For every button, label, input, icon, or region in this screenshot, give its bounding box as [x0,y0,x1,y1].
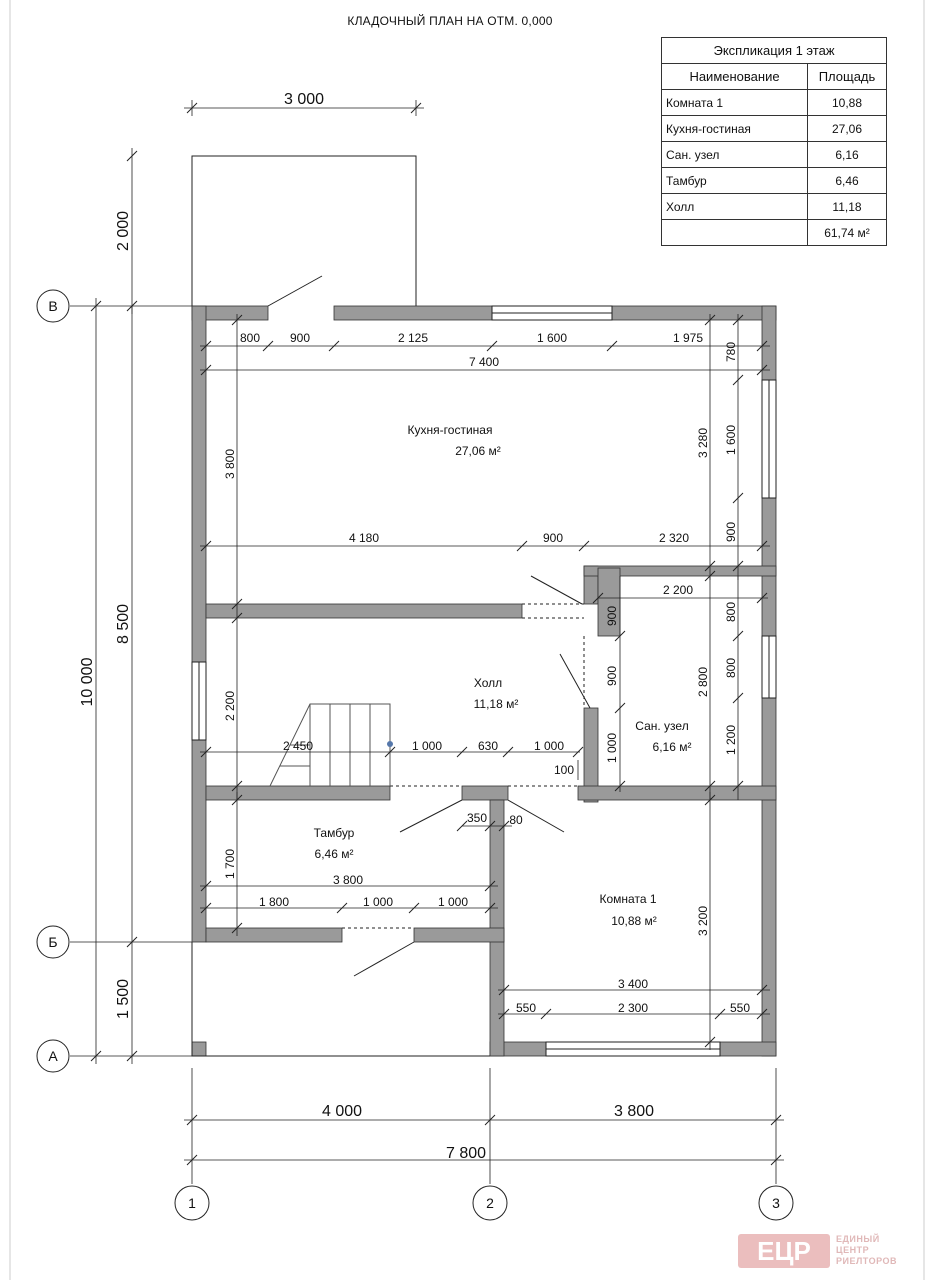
dim-top-4: 1 600 [536,331,568,345]
dim-mid-2: 900 [542,531,564,545]
dim-top-2: 900 [289,331,311,345]
dim-porch-depth: 2 000 [115,210,132,252]
table-row [662,116,887,142]
dim-hall-2: 1 000 [411,739,443,753]
bath-name: Сан. узел [635,719,689,733]
room-area-cell: 27,06 [808,116,887,142]
dim-350: 350 [466,811,488,825]
axis-label-a: А [48,1048,58,1064]
hall-name: Холл [473,676,503,690]
room-name-cell: Кухня-гостиная [662,116,808,142]
dim-bath-right-1: 800 [724,601,738,623]
plan-title: КЛАДОЧНЫЙ ПЛАН НА ОТМ. 0,000 [347,14,553,28]
dim-vest-1: 1 800 [258,895,290,909]
dim-kitchen-width: 7 400 [468,355,500,369]
dim-room1-1: 550 [515,1001,537,1015]
table-row [662,194,887,220]
room1-name: Комната 1 [599,892,657,906]
dim-bath-right-2: 800 [724,657,738,679]
room-area-cell: 11,18 [808,194,887,220]
dim-bath-total: 2 800 [696,666,710,698]
dim-hall-3: 630 [477,739,499,753]
table-row [662,168,887,194]
dim-right-780: 780 [724,341,738,363]
room1-area: 10,88 м² [611,914,657,928]
dim-left-10000: 10 000 [79,657,96,707]
dim-right-1600: 1 600 [724,424,738,456]
dim-room1-height: 3 200 [696,905,710,937]
watermark-text [836,1234,938,1267]
room-area-cell: 6,16 [808,142,887,168]
dim-bottom-7800: 7 800 [445,1145,487,1162]
axis-label-v: В [48,298,58,314]
hall-area: 11,18 м² [473,697,519,711]
explication-caption: Экспликация 1 этаж [662,38,887,64]
dim-right-900: 900 [724,521,738,543]
dim-kitchen-height: 3 800 [223,448,237,480]
dim-hall-1: 2 450 [282,739,314,753]
dimension-labels [79,91,750,1162]
dim-bath-width: 2 200 [662,583,694,597]
watermark-line: ЕДИНЫЙ [836,1234,880,1244]
room-name-cell: Тамбур [662,168,808,194]
watermark-line: РИЕЛТОРОВ [836,1256,897,1266]
dim-left-1500: 1 500 [115,978,132,1020]
room-area-cell: 6,46 [808,168,887,194]
explication-header-area: Площадь [808,64,887,90]
table-row [662,142,887,168]
dim-hall-4: 1 000 [533,739,565,753]
watermark-line: ЦЕНТР [836,1245,870,1255]
table-row-total [662,220,887,246]
room-name-cell: Сан. узел [662,142,808,168]
room-name-cell: Комната 1 [662,90,808,116]
total-area-cell: 61,74 м² [808,220,887,246]
table-row [662,90,887,116]
dim-bath-left-2: 900 [605,665,619,687]
dim-80: 80 [509,813,523,827]
dim-100: 100 [553,763,575,777]
axis-label-2: 2 [486,1195,494,1211]
dim-porch-width: 3 000 [283,91,325,108]
dim-top-1: 800 [239,331,261,345]
dim-bottom-4000: 4 000 [321,1103,363,1120]
total-name-cell [662,220,808,246]
dim-bottom-3800: 3 800 [613,1103,655,1120]
vestibule-name: Тамбур [313,826,355,840]
explication-table [661,37,887,246]
kitchen-name: Кухня-гостиная [407,423,493,437]
vestibule-area: 6,46 м² [314,847,354,861]
dim-vest-3: 1 000 [437,895,469,909]
dim-right-3280: 3 280 [696,427,710,459]
dim-room1-2: 2 300 [617,1001,649,1015]
dim-left-8500: 8 500 [115,603,132,645]
bath-area: 6,16 м² [652,740,692,754]
dimension-lines [70,100,784,1184]
axis-label-1: 1 [188,1195,196,1211]
dim-top-3: 2 125 [397,331,429,345]
dim-vest-width: 3 800 [332,873,364,887]
dim-room1-3: 550 [729,1001,751,1015]
dim-bath-right-3: 1 200 [724,724,738,756]
dim-mid-3: 2 320 [658,531,690,545]
room-area-cell: 10,88 [808,90,887,116]
dim-mid-1: 4 180 [348,531,380,545]
dim-top-5: 1 975 [672,331,704,345]
dim-vest-2: 1 000 [362,895,394,909]
watermark [738,1232,938,1272]
room-name-cell: Холл [662,194,808,220]
axis-label-3: 3 [772,1195,780,1211]
dim-room1-width: 3 400 [617,977,649,991]
dim-hall-height: 2 200 [223,690,237,722]
watermark-logo: ЕЦР [738,1234,830,1268]
dim-vest-height: 1 700 [223,848,237,880]
axis-label-b: Б [48,934,58,950]
explication-header-name: Наименование [662,64,808,90]
dim-bath-left-1: 900 [605,605,619,627]
kitchen-area: 27,06 м² [455,444,501,458]
dim-bath-left-3: 1 000 [605,732,619,764]
